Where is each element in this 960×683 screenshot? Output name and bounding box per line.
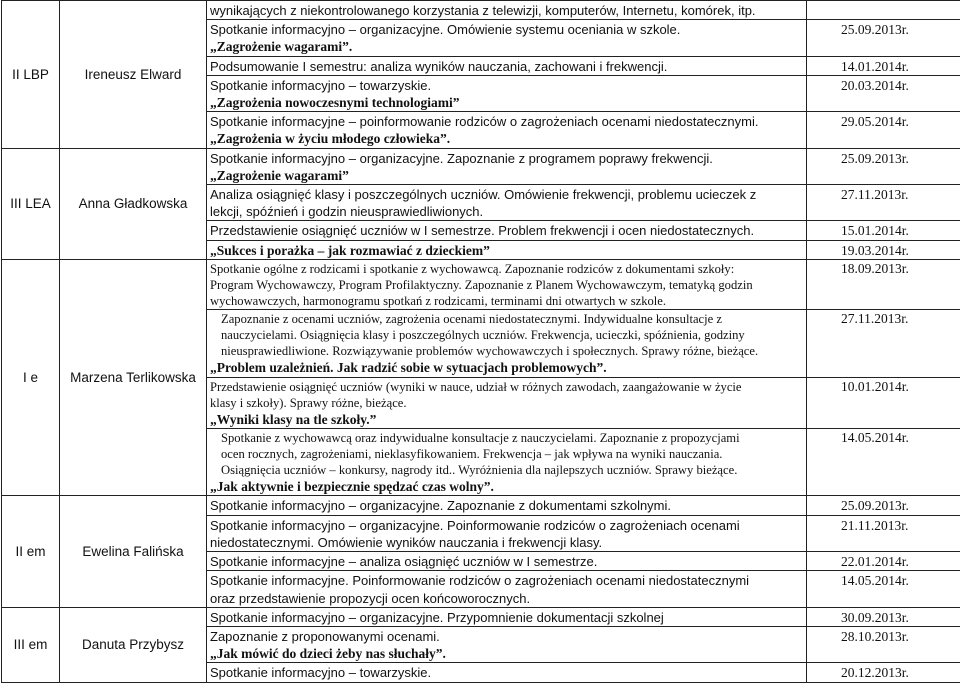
date-cell — [807, 626, 960, 662]
topic-line: Zapoznanie z proponowanymi ocenami. — [210, 628, 806, 645]
date-cell — [807, 429, 960, 496]
date-cell — [807, 112, 960, 148]
meeting-date: 20.03.2014r. — [841, 77, 960, 94]
topic-cell — [207, 377, 807, 428]
topic-cell — [207, 148, 807, 184]
date-cell — [807, 1, 960, 20]
topic-title: „Zagrożenie wagarami” — [210, 167, 806, 184]
topic-title: „Jak mówić do dzieci żeby nas słuchały”. — [210, 645, 806, 662]
topic-line: wychowawczych, harmonogramu spotkań z rodzicami, terminami dni otwartych w szkole. — [210, 293, 806, 309]
date-cell — [807, 552, 960, 571]
date-cell — [807, 259, 960, 309]
topic-cell — [207, 185, 807, 221]
teacher-cell: Danuta Przybysz — [60, 607, 207, 682]
meeting-date: 18.09.2013r. — [841, 261, 960, 277]
topic-line: oraz przedstawienie propozycji ocen końcoworocznych. — [210, 590, 806, 607]
meeting-date: 29.05.2014r. — [841, 113, 960, 130]
topic-cell — [207, 1, 807, 20]
meeting-date: 27.11.2013r. — [841, 186, 960, 203]
topic-cell — [207, 310, 807, 377]
meeting-row — [2, 1, 960, 20]
topic-cell — [207, 626, 807, 662]
topic-line: Spotkanie ogólne z rodzicami i spotkanie z wychowawcą. Zapoznanie rodziców z dokumentami szkoły: — [210, 261, 806, 277]
topic-cell — [207, 663, 807, 682]
topic-cell — [207, 259, 807, 309]
date-cell — [807, 663, 960, 682]
topic-cell — [207, 240, 807, 259]
topic-line: wynikających z niekontrolowanego korzystania z telewizji, komputerów, Internetu, komórek, itp. — [210, 2, 806, 19]
topic-cell — [207, 75, 807, 111]
topic-line: Spotkanie informacyjno – organizacyjne. Poinformowanie rodziców o zagrożeniach ocenami — [210, 517, 806, 534]
teacher-cell: Ewelina Falińska — [60, 496, 207, 607]
meeting-date: 15.01.2014r. — [841, 222, 960, 239]
meeting-date: 20.12.2013r. — [841, 664, 960, 681]
topic-title: „Problem uzależnień. Jak radzić sobie w sytuacjach problemowych”. — [210, 359, 806, 376]
meeting-row — [2, 148, 960, 184]
meeting-date: 10.01.2014r. — [841, 379, 960, 395]
class-cell: II LBP — [2, 1, 60, 149]
meeting-row — [2, 259, 960, 309]
topic-line: Osiągnięcia uczniów – konkursy, nagrody itd.. Wyróżnienia dla najlepszych uczniów. Sprawy bieżące. — [210, 462, 806, 478]
date-cell — [807, 310, 960, 377]
meeting-date: 25.09.2013r. — [841, 497, 960, 514]
class-cell: II em — [2, 496, 60, 607]
teacher-cell: Ireneusz Elward — [60, 1, 207, 149]
topic-line: nauczycielami. Osiągnięcia klasy i poszczególnych uczniów. Frekwencja, ucieczki, spóźnienia, godziny — [210, 327, 806, 343]
meeting-date: 14.05.2014r. — [841, 572, 960, 589]
topic-cell — [207, 221, 807, 240]
topic-cell — [207, 515, 807, 551]
date-cell — [807, 75, 960, 111]
topic-line: Spotkanie informacyjno – organizacyjne. Przypomnienie dokumentacji szkolnej — [210, 609, 806, 626]
topic-cell — [207, 607, 807, 626]
topic-title: „Zagrożenia w życiu młodego człowieka”. — [210, 130, 806, 147]
meeting-row — [2, 607, 960, 626]
topic-line: klasy i szkoły). Sprawy różne, bieżące. — [210, 395, 806, 411]
topic-title: „Sukces i porażka – jak rozmawiać z dzieckiem” — [210, 242, 806, 259]
topic-line: Przedstawienie osiągnięć uczniów (wyniki w nauce, udział w różnych zawodach, zaangażowanie w życie — [210, 379, 806, 395]
topic-line: Analiza osiągnięć klasy i poszczególnych uczniów. Omówienie frekwencji, problemu ucieczek z — [210, 186, 806, 203]
topic-title: „Wyniki klasy na tle szkoły.” — [210, 411, 806, 428]
meeting-date: 30.09.2013r. — [841, 609, 960, 626]
topic-cell — [207, 112, 807, 148]
date-cell — [807, 571, 960, 607]
topic-title: „Zagrożenia nowoczesnymi technologiami” — [210, 94, 806, 111]
date-cell — [807, 56, 960, 75]
topic-title: „Zagrożenie wagarami”. — [210, 38, 806, 55]
topic-line: Spotkanie informacyjne – analiza osiągnięć uczniów w I semestrze. — [210, 553, 806, 570]
topic-line: Spotkanie informacyjne – poinformowanie rodziców o zagrożeniach ocenami niedostatecznymi. — [210, 113, 806, 130]
topic-line: lekcji, spóźnień i godzin nieusprawiedliwionych. — [210, 203, 806, 220]
topic-line: nieusprawiedliwione. Rozwiązywanie problemów wychowawczych i społecznych. Sprawy różne, bieżące. — [210, 343, 806, 359]
meeting-date: 25.09.2013r. — [841, 21, 960, 38]
topic-line: Podsumowanie I semestru: analiza wyników nauczania, zachowani i frekwencji. — [210, 58, 806, 75]
meeting-date: 14.05.2014r. — [841, 430, 960, 446]
topic-cell — [207, 56, 807, 75]
meeting-date: 25.09.2013r. — [841, 150, 960, 167]
meetings-table — [1, 0, 960, 683]
topic-line: Zapoznanie z ocenami uczniów, zagrożenia ocenami niedostatecznymi. Indywidualne konsultacje z — [210, 311, 806, 327]
date-cell — [807, 515, 960, 551]
topic-cell — [207, 571, 807, 607]
topic-title: „Jak aktywnie i bezpiecznie spędzać czas wolny”. — [210, 478, 806, 495]
date-cell — [807, 377, 960, 428]
topic-cell — [207, 20, 807, 56]
date-cell — [807, 221, 960, 240]
topic-line: Spotkanie z wychowawcą oraz indywidualne konsultacje z nauczycielami. Zapoznanie z propozycjami — [210, 430, 806, 446]
meeting-date: 21.11.2013r. — [841, 517, 960, 534]
topic-line: Spotkanie informacyjne. Poinformowanie rodziców o zagrożeniach ocenami niedostatecznymi — [210, 572, 806, 589]
topic-line: niedostatecznymi. Omówienie wyników nauczania i frekwencji klasy. — [210, 534, 806, 551]
topic-cell — [207, 429, 807, 496]
date-cell — [807, 496, 960, 515]
meeting-date: 27.11.2013r. — [841, 311, 960, 327]
teacher-cell: Marzena Terlikowska — [60, 259, 207, 496]
date-cell — [807, 20, 960, 56]
topic-line: Spotkanie informacyjno – organizacyjne. Omówienie systemu oceniania w szkole. — [210, 21, 806, 38]
meetings-table-body — [2, 1, 960, 683]
topic-line: Przedstawienie osiągnięć uczniów w I semestrze. Problem frekwencji i ocen niedostatecznych. — [210, 222, 806, 239]
date-cell — [807, 148, 960, 184]
topic-line: Spotkanie informacyjno – towarzyskie. — [210, 77, 806, 94]
date-cell — [807, 240, 960, 259]
teacher-cell: Anna Gładkowska — [60, 148, 207, 259]
topic-line: Program Wychowawczy, Program Profilaktyczny. Zapoznanie z Planem Wychowawczym, tematyką godzin — [210, 277, 806, 293]
meeting-date — [841, 2, 960, 19]
topic-cell — [207, 552, 807, 571]
class-cell: III LEA — [2, 148, 60, 259]
meeting-row — [2, 496, 960, 515]
class-cell: I e — [2, 259, 60, 496]
class-cell: III em — [2, 607, 60, 682]
topic-line: Spotkanie informacyjno – towarzyskie. — [210, 664, 806, 681]
topic-cell — [207, 496, 807, 515]
topic-line: ocen rocznych, zagrożeniami, nieklasyfikowaniem. Frekwencja – jak wpływa na wyniki nauczania. — [210, 446, 806, 462]
date-cell — [807, 185, 960, 221]
meeting-date: 19.03.2014r. — [841, 242, 960, 259]
meeting-date: 28.10.2013r. — [841, 628, 960, 645]
meeting-date: 22.01.2014r. — [841, 553, 960, 570]
topic-line: Spotkanie informacyjno – organizacyjne. Zapoznanie z dokumentami szkolnymi. — [210, 497, 806, 514]
meeting-date: 14.01.2014r. — [841, 58, 960, 75]
date-cell — [807, 607, 960, 626]
topic-line: Spotkanie informacyjno – organizacyjne. Zapoznanie z programem poprawy frekwencji. — [210, 150, 806, 167]
